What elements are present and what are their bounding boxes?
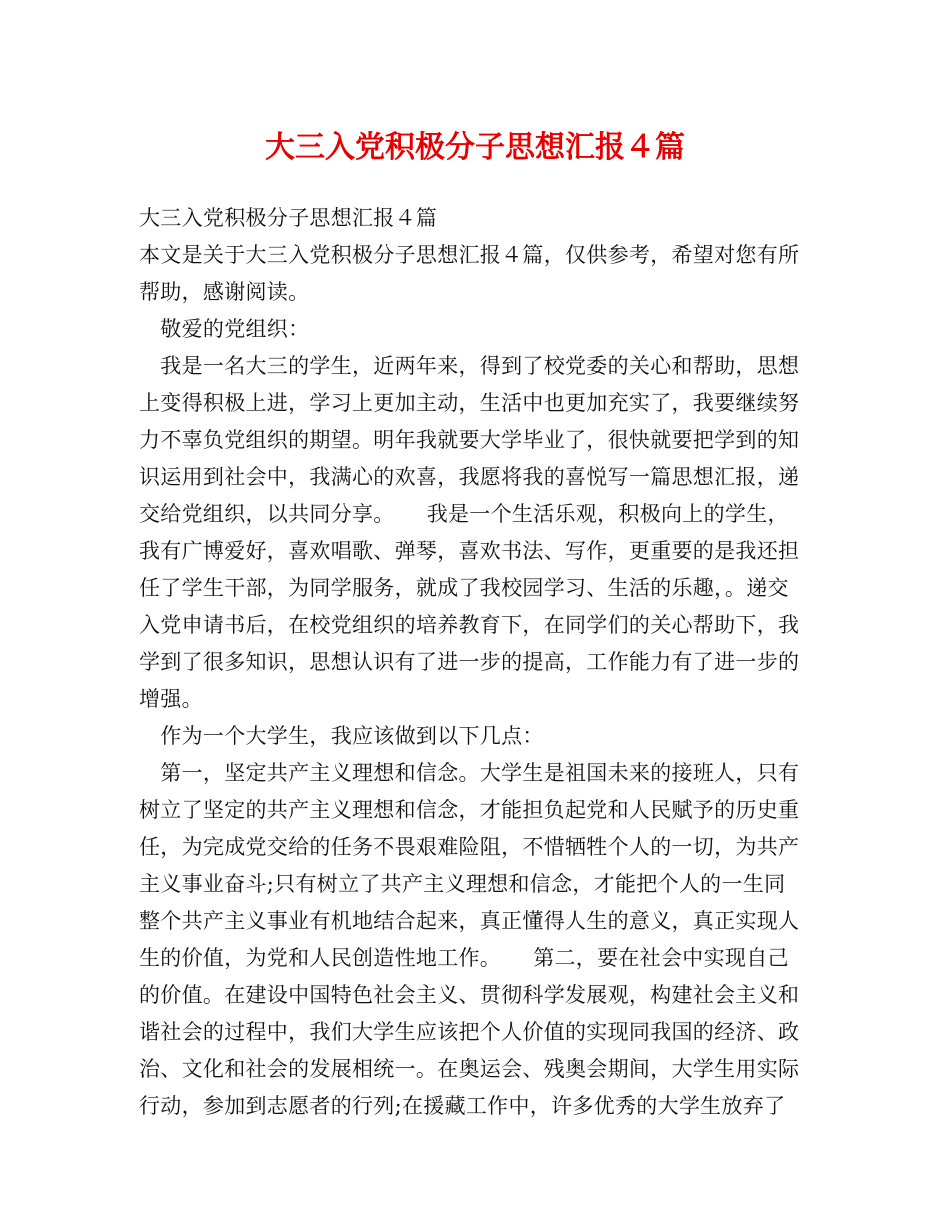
body-line: 大三入党积极分子思想汇报４篇 (139, 206, 438, 230)
body-line: 的价值。在建设中国特色社会主义、贯彻科学发展观，构建社会主义和 (139, 983, 800, 1007)
document-title: 大三入党积极分子思想汇报４篇 (265, 130, 685, 165)
body-line: 第一，坚定共产主义理想和信念。大学生是祖国未来的接班人，只有 (139, 761, 800, 785)
body-line: 主义事业奋斗;只有树立了共产主义理想和信念，才能把个人的一生同 (139, 872, 786, 896)
body-line: 学到了很多知识，思想认识有了进一步的提高，工作能力有了进一步的 (139, 650, 800, 674)
body-line: 谐社会的过程中，我们大学生应该把个人价值的实现同我国的经济、政 (139, 1020, 800, 1044)
body-line: 力不辜负党组织的期望。明年我就要大学毕业了，很快就要把学到的知 (139, 428, 800, 452)
body-line: 增强。 (139, 687, 203, 711)
body-line: 识运用到社会中，我满心的欢喜，我愿将我的喜悦写一篇思想汇报，递 (139, 465, 800, 489)
body-line: 本文是关于大三入党积极分子思想汇报４篇，仅供参考，希望对您有所 (139, 243, 800, 267)
body-line: 帮助，感谢阅读。 (139, 280, 310, 304)
body-line: 入党申请书后，在校党组织的培养教育下，在同学们的关心帮助下，我 (139, 613, 800, 637)
body-line: 整个共产主义事业有机地结合起来，真正懂得人生的意义，真正实现人 (139, 909, 800, 933)
body-line: 生的价值，为党和人民创造性地工作。 第二，要在社会中实现自己 (139, 946, 789, 970)
body-line: 任了学生干部，为同学服务，就成了我校园学习、生活的乐趣，。递交 (139, 576, 789, 600)
body-line: 我有广博爱好，喜欢唱歌、弹琴，喜欢书法、写作，更重要的是我还担 (139, 539, 800, 563)
body-line: 交给党组织，以共同分享。 我是一个生活乐观，积极向上的学生， (139, 502, 789, 526)
body-line: 我是一名大三的学生，近两年来，得到了校党委的关心和帮助，思想 (139, 354, 800, 378)
body-line: 行动，参加到志愿者的行列;在援藏工作中，许多优秀的大学生放弃了 (139, 1094, 786, 1118)
body-line: 任，为完成党交给的任务不畏艰难险阻，不惜牺牲个人的一切，为共产 (139, 835, 800, 859)
body-line: 上变得积极上进，学习上更加主动，生活中也更加充实了，我要继续努 (139, 391, 800, 415)
body-line: 治、文化和社会的发展相统一。在奥运会、残奥会期间，大学生用实际 (139, 1057, 800, 1081)
body-line: 树立了坚定的共产主义理想和信念，才能担负起党和人民赋予的历史重 (139, 798, 800, 822)
body-line: 作为一个大学生，我应该做到以下几点： (139, 724, 544, 748)
body-line: 敬爱的党组织： (139, 317, 310, 341)
